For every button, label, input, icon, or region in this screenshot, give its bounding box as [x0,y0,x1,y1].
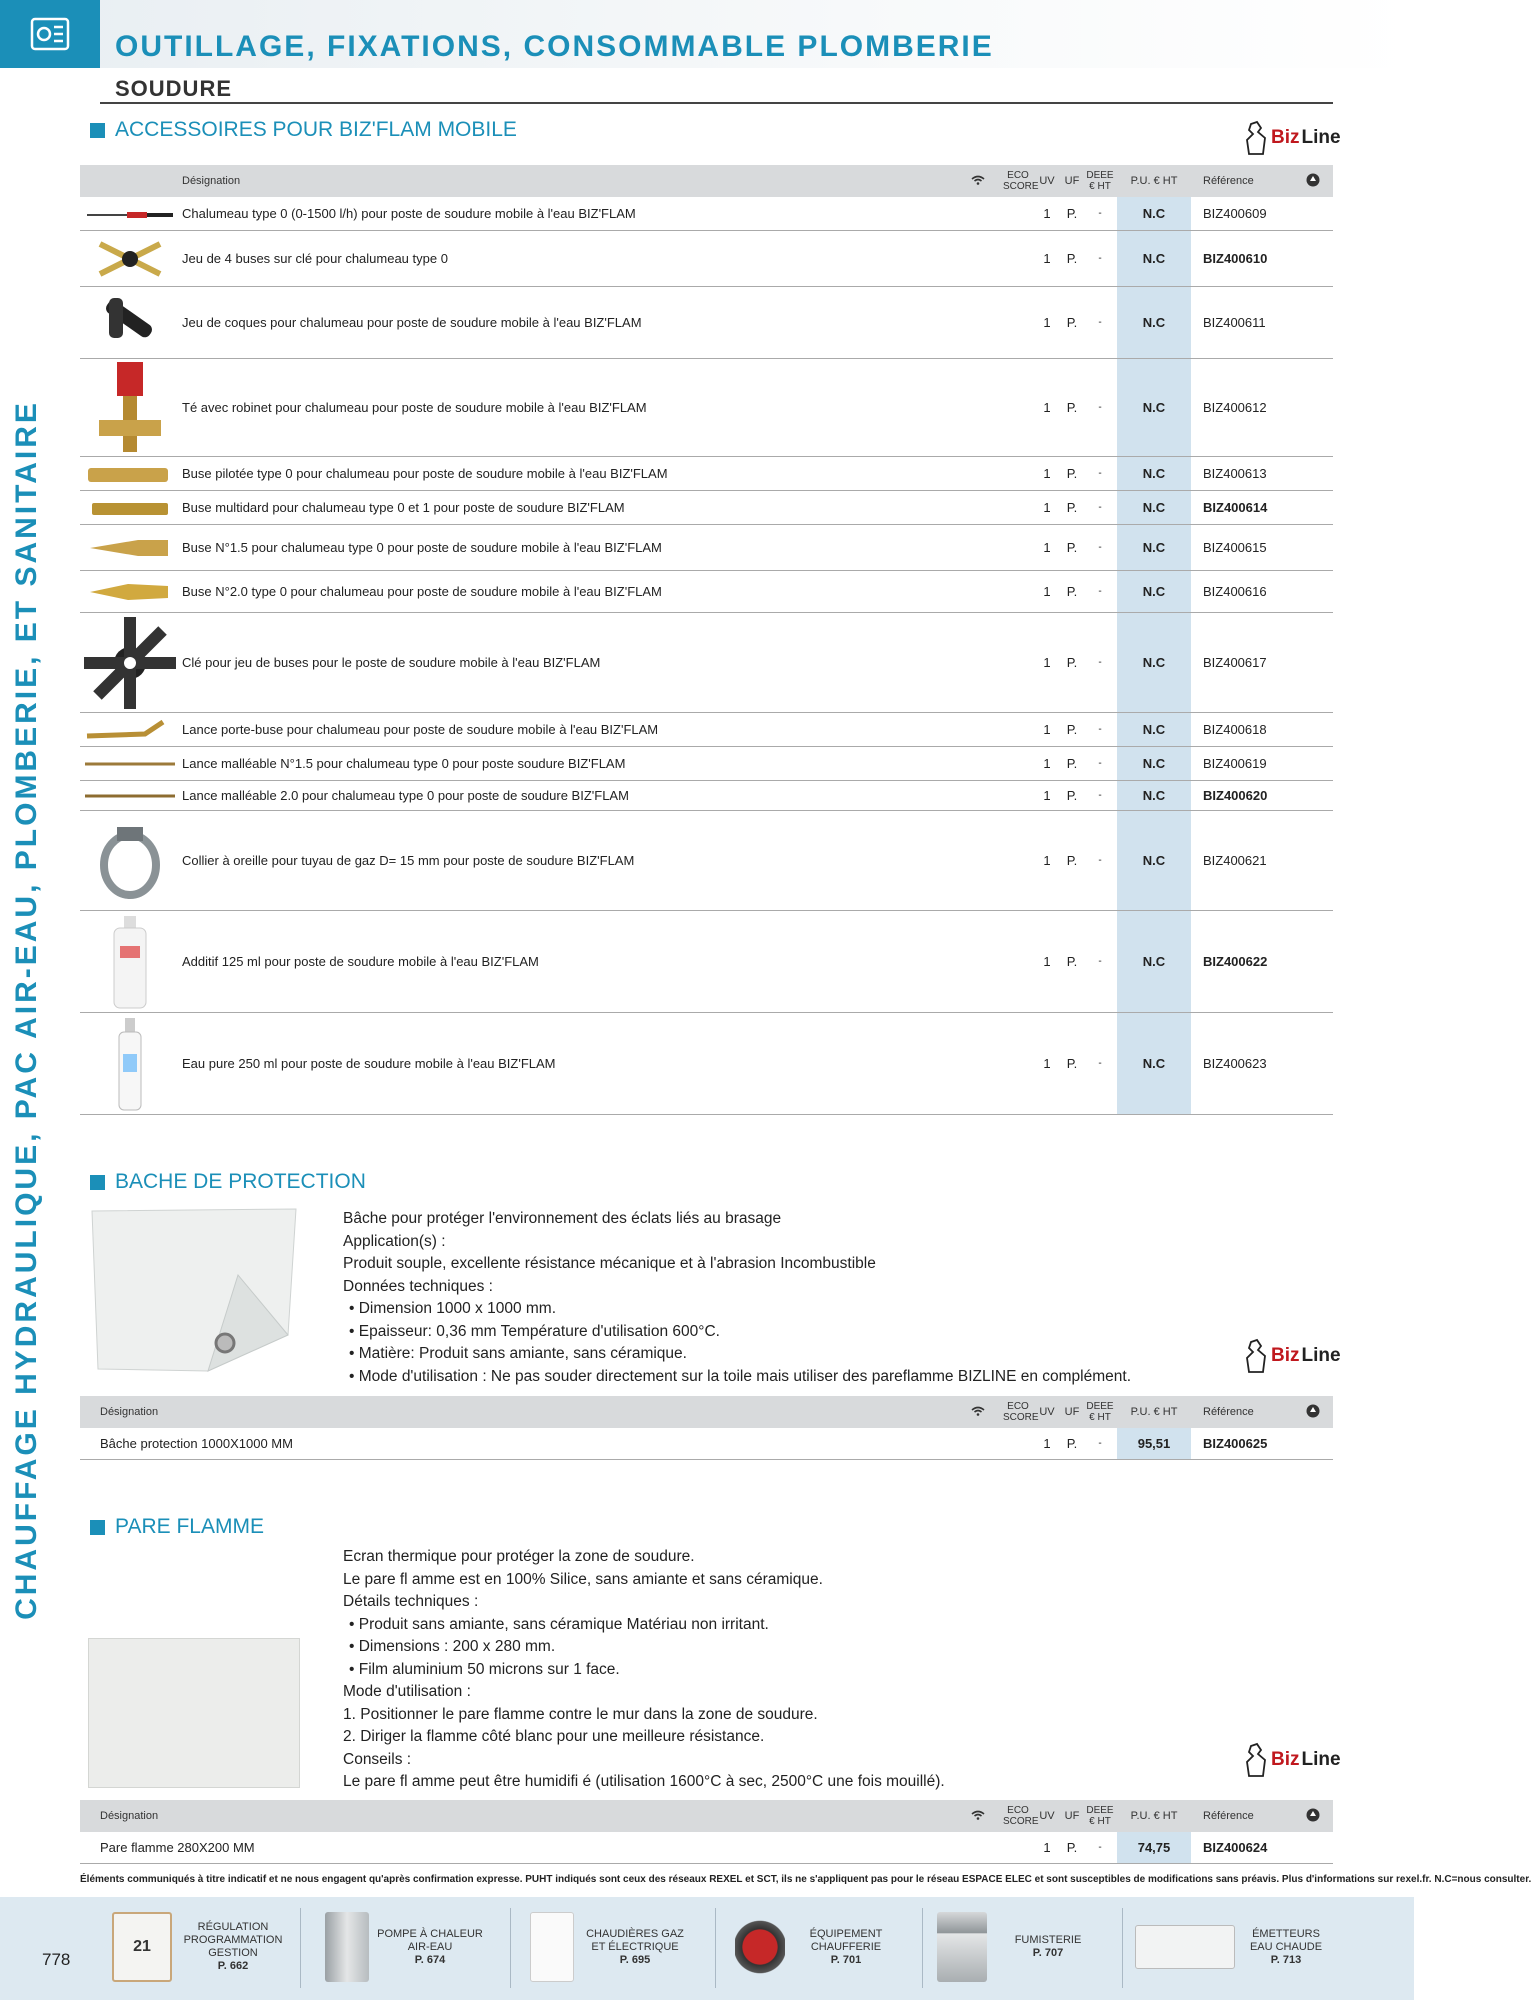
row-deee: - [1098,253,1102,264]
nav-separator [510,1908,511,1988]
row-uf: P. [1066,251,1078,266]
bizline-logo [1243,1742,1341,1778]
row-designation: Lance malléable 2.0 pour chalumeau type 0 pour poste de soudure BIZ'FLAM [182,788,629,803]
section-title-pare-flamme [90,1515,264,1539]
brand-line: Line [1301,1749,1341,1770]
product-image [80,231,180,286]
bizline-logo [1243,120,1341,156]
row-designation: Jeu de 4 buses sur clé pour chalumeau type 0 [182,251,448,266]
bullet-line: • Matière: Produit sans amiante, sans céramique. [343,1343,1131,1366]
bizline-logo [1243,1338,1341,1374]
row-uv: 1 [1043,1436,1051,1451]
page-title: OUTILLAGE, FIXATIONS, CONSOMMABLE PLOMBERIE [115,30,994,63]
row-reference: BIZ400609 [1203,206,1267,221]
text-line: Données techniques : [343,1277,493,1295]
row-reference: BIZ400613 [1203,466,1267,481]
row-uf: P. [1066,540,1078,555]
row-uf: P. [1066,315,1078,330]
row-uf: P. [1066,1840,1078,1855]
nav-chaudieres[interactable]: CHAUDIÈRES GAZ ET ÉLECTRIQUE P. 695 [530,1904,690,1990]
row-price: N.C [1117,1013,1191,1114]
product-image [80,491,180,524]
brand-biz: Biz [1271,127,1300,148]
row-designation: Buse multidard pour chalumeau type 0 et 1 pour poste de soudure BIZ'FLAM [182,500,625,515]
row-price: N.C [1117,491,1191,524]
row-uf: P. [1066,466,1078,481]
row-price: N.C [1117,457,1191,490]
col-uv: UV [1039,1406,1055,1418]
nav-separator [922,1908,923,1988]
row-uf: P. [1066,500,1078,515]
table-row [80,197,1333,231]
product-image [80,713,180,746]
col-uv: UV [1039,175,1055,187]
table-row [80,1832,1333,1864]
table-row [80,613,1333,713]
pare-flamme-table [80,1800,1333,1864]
row-reference: BIZ400620 [1203,788,1268,803]
nav-separator [715,1908,716,1988]
row-uv: 1 [1043,1840,1051,1855]
product-image [80,811,180,910]
row-uv: 1 [1043,540,1051,555]
product-image [80,359,180,456]
table-row [80,525,1333,571]
row-uv: 1 [1043,722,1051,737]
col-designation: Désignation [182,175,241,187]
row-price: N.C [1117,231,1191,286]
product-image [80,525,180,570]
product-image [80,571,180,612]
row-designation: Té avec robinet pour chalumeau pour poste de soudure mobile à l'eau BIZ'FLAM [182,400,647,415]
table-row [80,457,1333,491]
col-uf: UF [1064,175,1080,187]
row-designation: Collier à oreille pour tuyau de gaz D= 15 mm pour poste de soudure BIZ'FLAM [182,853,635,868]
table-row [80,1428,1333,1460]
brand-biz: Biz [1271,1345,1300,1366]
bullet-line: • Film aluminium 50 microns sur 1 face. [343,1659,945,1682]
col-designation: Désignation [100,1406,159,1418]
row-deee: - [1098,855,1102,866]
table-row [80,287,1333,359]
table-row [80,359,1333,457]
row-price: N.C [1117,613,1191,712]
row-price: N.C [1117,287,1191,358]
col-pu: P.U. € HT [1130,1810,1178,1822]
table-row [80,491,1333,525]
row-reference: BIZ400625 [1203,1436,1268,1451]
row-reference: BIZ400624 [1203,1840,1268,1855]
accessoires-table [80,165,1333,1115]
row-deee: - [1098,502,1102,513]
section-marker [90,1175,105,1190]
row-deee: - [1098,758,1102,769]
page-subtitle: SOUDURE [115,76,233,101]
text-line: Ecran thermique pour protéger la zone de soudure. [343,1548,695,1565]
text-line: Produit souple, excellente résistance mécanique et à l'abrasion Incombustible [343,1255,876,1272]
section-marker [90,1520,105,1535]
row-uv: 1 [1043,251,1051,266]
row-reference: BIZ400617 [1203,655,1267,670]
row-uv: 1 [1043,466,1051,481]
product-image [80,197,180,230]
section-marker [90,123,105,138]
col-reference: Référence [1203,175,1254,187]
bizline-mascot-icon [1243,120,1269,156]
row-uv: 1 [1043,400,1051,415]
row-reference: BIZ400621 [1203,853,1267,868]
section-title-text: ACCESSOIRES POUR BIZ'FLAM MOBILE [115,118,517,141]
table-row [80,811,1333,911]
nav-emetteurs[interactable]: ÉMETTEURS EAU CHAUDE P. 713 [1135,1904,1331,1990]
col-eco-score: ECO SCORE [1003,1401,1039,1423]
row-uf: P. [1066,756,1078,771]
recycle-icon [1293,173,1333,190]
row-uv: 1 [1043,206,1051,221]
footnote: Éléments communiqués à titre indicatif et ne nous engagent qu'après confirmation expresse. PUHT indiqués sont ceux des réseaux REXEL et SCT, ils ne s'appliquent pas pour le réseau ESPACE ELEC et sont susceptibles de modifications sans préavis. Plus d'informations sur rexel.fr. N.C=nous consulter. [80,1874,1531,1885]
bizline-mascot-icon [1243,1742,1269,1778]
table-header [80,1800,1333,1832]
col-designation: Désignation [100,1810,159,1822]
nav-equipement[interactable]: ÉQUIPEMENT CHAUFFERIE P. 701 [735,1904,901,1990]
row-uf: P. [1066,788,1078,803]
row-uf: P. [1066,853,1078,868]
col-pu: P.U. € HT [1130,1406,1178,1418]
row-deee: - [1098,1842,1102,1853]
row-deee: - [1098,1438,1102,1449]
row-uf: P. [1066,954,1078,969]
brand-line: Line [1301,1345,1341,1366]
row-price: N.C [1117,713,1191,746]
table-row [80,781,1333,811]
row-deee: - [1098,317,1102,328]
row-price: N.C [1117,747,1191,780]
col-eco-score: ECO SCORE [1003,170,1039,192]
section-title-text: PARE FLAMME [115,1515,264,1538]
row-deee: - [1098,402,1102,413]
nav-fumisterie[interactable]: FUMISTERIE P. 707 [937,1904,1103,1990]
circulator-pump-icon [735,1912,785,1982]
bullet-line: • Mode d'utilisation : Ne pas souder directement sur la toile mais utiliser des pareflamme BIZLINE en complément. [343,1366,1131,1389]
row-reference: BIZ400615 [1203,540,1267,555]
section-title-bache [90,1170,366,1194]
row-designation: Buse N°2.0 type 0 pour chalumeau pour poste de soudure mobile à l'eau BIZ'FLAM [182,584,662,599]
side-category-label: CHAUFFAGE HYDRAULIQUE, PAC AIR-EAU, PLOMBERIE, ET SANITAIRE [10,400,43,1620]
row-designation: Bâche protection 1000X1000 MM [100,1436,293,1451]
thermostat-icon: 21 [112,1912,172,1982]
row-designation: Lance malléable N°1.5 pour chalumeau type 0 pour poste soudure BIZ'FLAM [182,756,626,771]
row-designation: Pare flamme 280X200 MM [100,1840,255,1855]
row-designation: Buse N°1.5 pour chalumeau type 0 pour poste de soudure mobile à l'eau BIZ'FLAM [182,540,662,555]
pare-flamme-image [88,1638,300,1788]
text-line: Application(s) : [343,1232,446,1250]
text-line: Conseils : [343,1750,412,1768]
row-reference: BIZ400611 [1203,315,1266,330]
row-uv: 1 [1043,788,1051,803]
text-line: 2. Diriger la flamme côté blanc pour une meilleure résistance. [343,1728,765,1745]
row-price: N.C [1117,359,1191,456]
row-uf: P. [1066,655,1078,670]
bullet-line: • Dimension 1000 x 1000 mm. [343,1298,1131,1321]
bullet-line: • Dimensions : 200 x 280 mm. [343,1636,945,1659]
brand-biz: Biz [1271,1749,1300,1770]
table-row [80,571,1333,613]
text-line: Le pare fl amme est en 100% Silice, sans amiante et sans céramique. [343,1570,823,1588]
recycle-icon [1293,1404,1333,1421]
text-line: Bâche pour protéger l'environnement des éclats liés au brasage [343,1210,782,1227]
row-uv: 1 [1043,500,1051,515]
table-header [80,1396,1333,1428]
wifi-icon [953,1406,1003,1419]
row-price: N.C [1117,571,1191,612]
row-deee: - [1098,1058,1102,1069]
col-uf: UF [1064,1810,1080,1822]
row-reference: BIZ400614 [1203,500,1268,515]
product-image [80,911,180,1012]
row-deee: - [1098,724,1102,735]
row-uv: 1 [1043,655,1051,670]
row-designation: Buse pilotée type 0 pour chalumeau pour poste de soudure mobile à l'eau BIZ'FLAM [182,466,668,481]
row-designation: Eau pure 250 ml pour poste de soudure mobile à l'eau BIZ'FLAM [182,1056,556,1071]
wifi-icon [953,175,1003,188]
product-image [80,613,180,712]
row-reference: BIZ400623 [1203,1056,1267,1071]
row-price: 74,75 [1117,1832,1191,1863]
col-pu: P.U. € HT [1130,175,1178,187]
nav-separator [1122,1908,1123,1988]
row-designation: Jeu de coques pour chalumeau pour poste de soudure mobile à l'eau BIZ'FLAM [182,315,642,330]
row-price: N.C [1117,197,1191,230]
product-image [80,457,180,490]
bache-image [88,1205,300,1375]
col-uv: UV [1039,1810,1055,1822]
row-deee: - [1098,586,1102,597]
product-image [80,747,180,780]
bizline-mascot-icon [1243,1338,1269,1374]
row-uf: P. [1066,722,1078,737]
nav-regulation[interactable]: 21 RÉGULATION PROGRAMMATION GESTION P. 662 [112,1904,288,1990]
section-title-text: BACHE DE PROTECTION [115,1170,366,1193]
row-uf: P. [1066,584,1078,599]
row-uv: 1 [1043,584,1051,599]
brand-line: Line [1301,127,1341,148]
row-designation: Lance porte-buse pour chalumeau pour poste de soudure mobile à l'eau BIZ'FLAM [182,722,659,737]
text-line: Détails techniques : [343,1593,479,1610]
col-deee: DEEE € HT [1086,170,1114,192]
page-number: 778 [42,1950,71,1969]
table-header [80,165,1333,197]
text-line: Le pare fl amme peut être humidifi é (utilisation 1600°C à sec, 2500°C une fois mouillé). [343,1773,945,1790]
row-price: N.C [1117,525,1191,570]
row-uv: 1 [1043,853,1051,868]
row-deee: - [1098,468,1102,479]
boiler-unit-icon [530,1912,574,1982]
row-designation: Clé pour jeu de buses pour le poste de soudure mobile à l'eau BIZ'FLAM [182,655,601,670]
col-deee: DEEE € HT [1086,1805,1114,1827]
row-designation: Additif 125 ml pour poste de soudure mobile à l'eau BIZ'FLAM [182,954,539,969]
row-reference: BIZ400618 [1203,722,1267,737]
row-price: N.C [1117,781,1191,810]
row-price: N.C [1117,811,1191,910]
title-divider [100,102,1333,104]
col-reference: Référence [1203,1406,1254,1418]
col-uf: UF [1064,1406,1080,1418]
boiler-icon [30,17,70,51]
col-reference: Référence [1203,1810,1254,1822]
row-price: N.C [1117,911,1191,1012]
heat-pump-icon [325,1912,369,1982]
category-logo [0,0,100,68]
row-reference: BIZ400610 [1203,251,1268,266]
table-row [80,231,1333,287]
row-deee: - [1098,790,1102,801]
bache-table [80,1396,1333,1460]
radiator-icon [1135,1925,1235,1969]
row-uf: P. [1066,1436,1078,1451]
row-uf: P. [1066,400,1078,415]
product-image [80,1013,180,1114]
row-uf: P. [1066,206,1078,221]
table-row [80,747,1333,781]
row-reference: BIZ400616 [1203,584,1267,599]
col-eco-score: ECO SCORE [1003,1805,1039,1827]
nav-separator [300,1908,301,1988]
table-row [80,1013,1333,1115]
row-uf: P. [1066,1056,1078,1071]
row-uv: 1 [1043,756,1051,771]
row-deee: - [1098,956,1102,967]
row-deee: - [1098,657,1102,668]
nav-pompe-chaleur[interactable]: POMPE À CHALEUR AIR-EAU P. 674 [325,1904,485,1990]
pare-flamme-description [343,1546,945,1794]
wifi-icon [953,1810,1003,1823]
table-row [80,713,1333,747]
col-deee: DEEE € HT [1086,1401,1114,1423]
chimney-cap-icon [937,1912,987,1982]
row-reference: BIZ400619 [1203,756,1267,771]
row-designation: Chalumeau type 0 (0-1500 l/h) pour poste de soudure mobile à l'eau BIZ'FLAM [182,206,636,221]
row-deee: - [1098,542,1102,553]
row-reference: BIZ400622 [1203,954,1268,969]
row-deee: - [1098,208,1102,219]
row-uv: 1 [1043,954,1051,969]
recycle-icon [1293,1808,1333,1825]
bullet-line: • Produit sans amiante, sans céramique Matériau non irritant. [343,1614,945,1637]
row-uv: 1 [1043,315,1051,330]
row-price: 95,51 [1117,1428,1191,1459]
text-line: 1. Positionner le pare flamme contre le mur dans la zone de soudure. [343,1705,818,1723]
text-line: Mode d'utilisation : [343,1683,471,1700]
section-title-accessoires [90,118,517,142]
row-reference: BIZ400612 [1203,400,1267,415]
row-uv: 1 [1043,1056,1051,1071]
product-image [80,781,180,810]
table-row [80,911,1333,1013]
bache-description [343,1208,1131,1388]
bullet-line: • Epaisseur: 0,36 mm Température d'utilisation 600°C. [343,1321,1131,1344]
product-image [80,287,180,358]
